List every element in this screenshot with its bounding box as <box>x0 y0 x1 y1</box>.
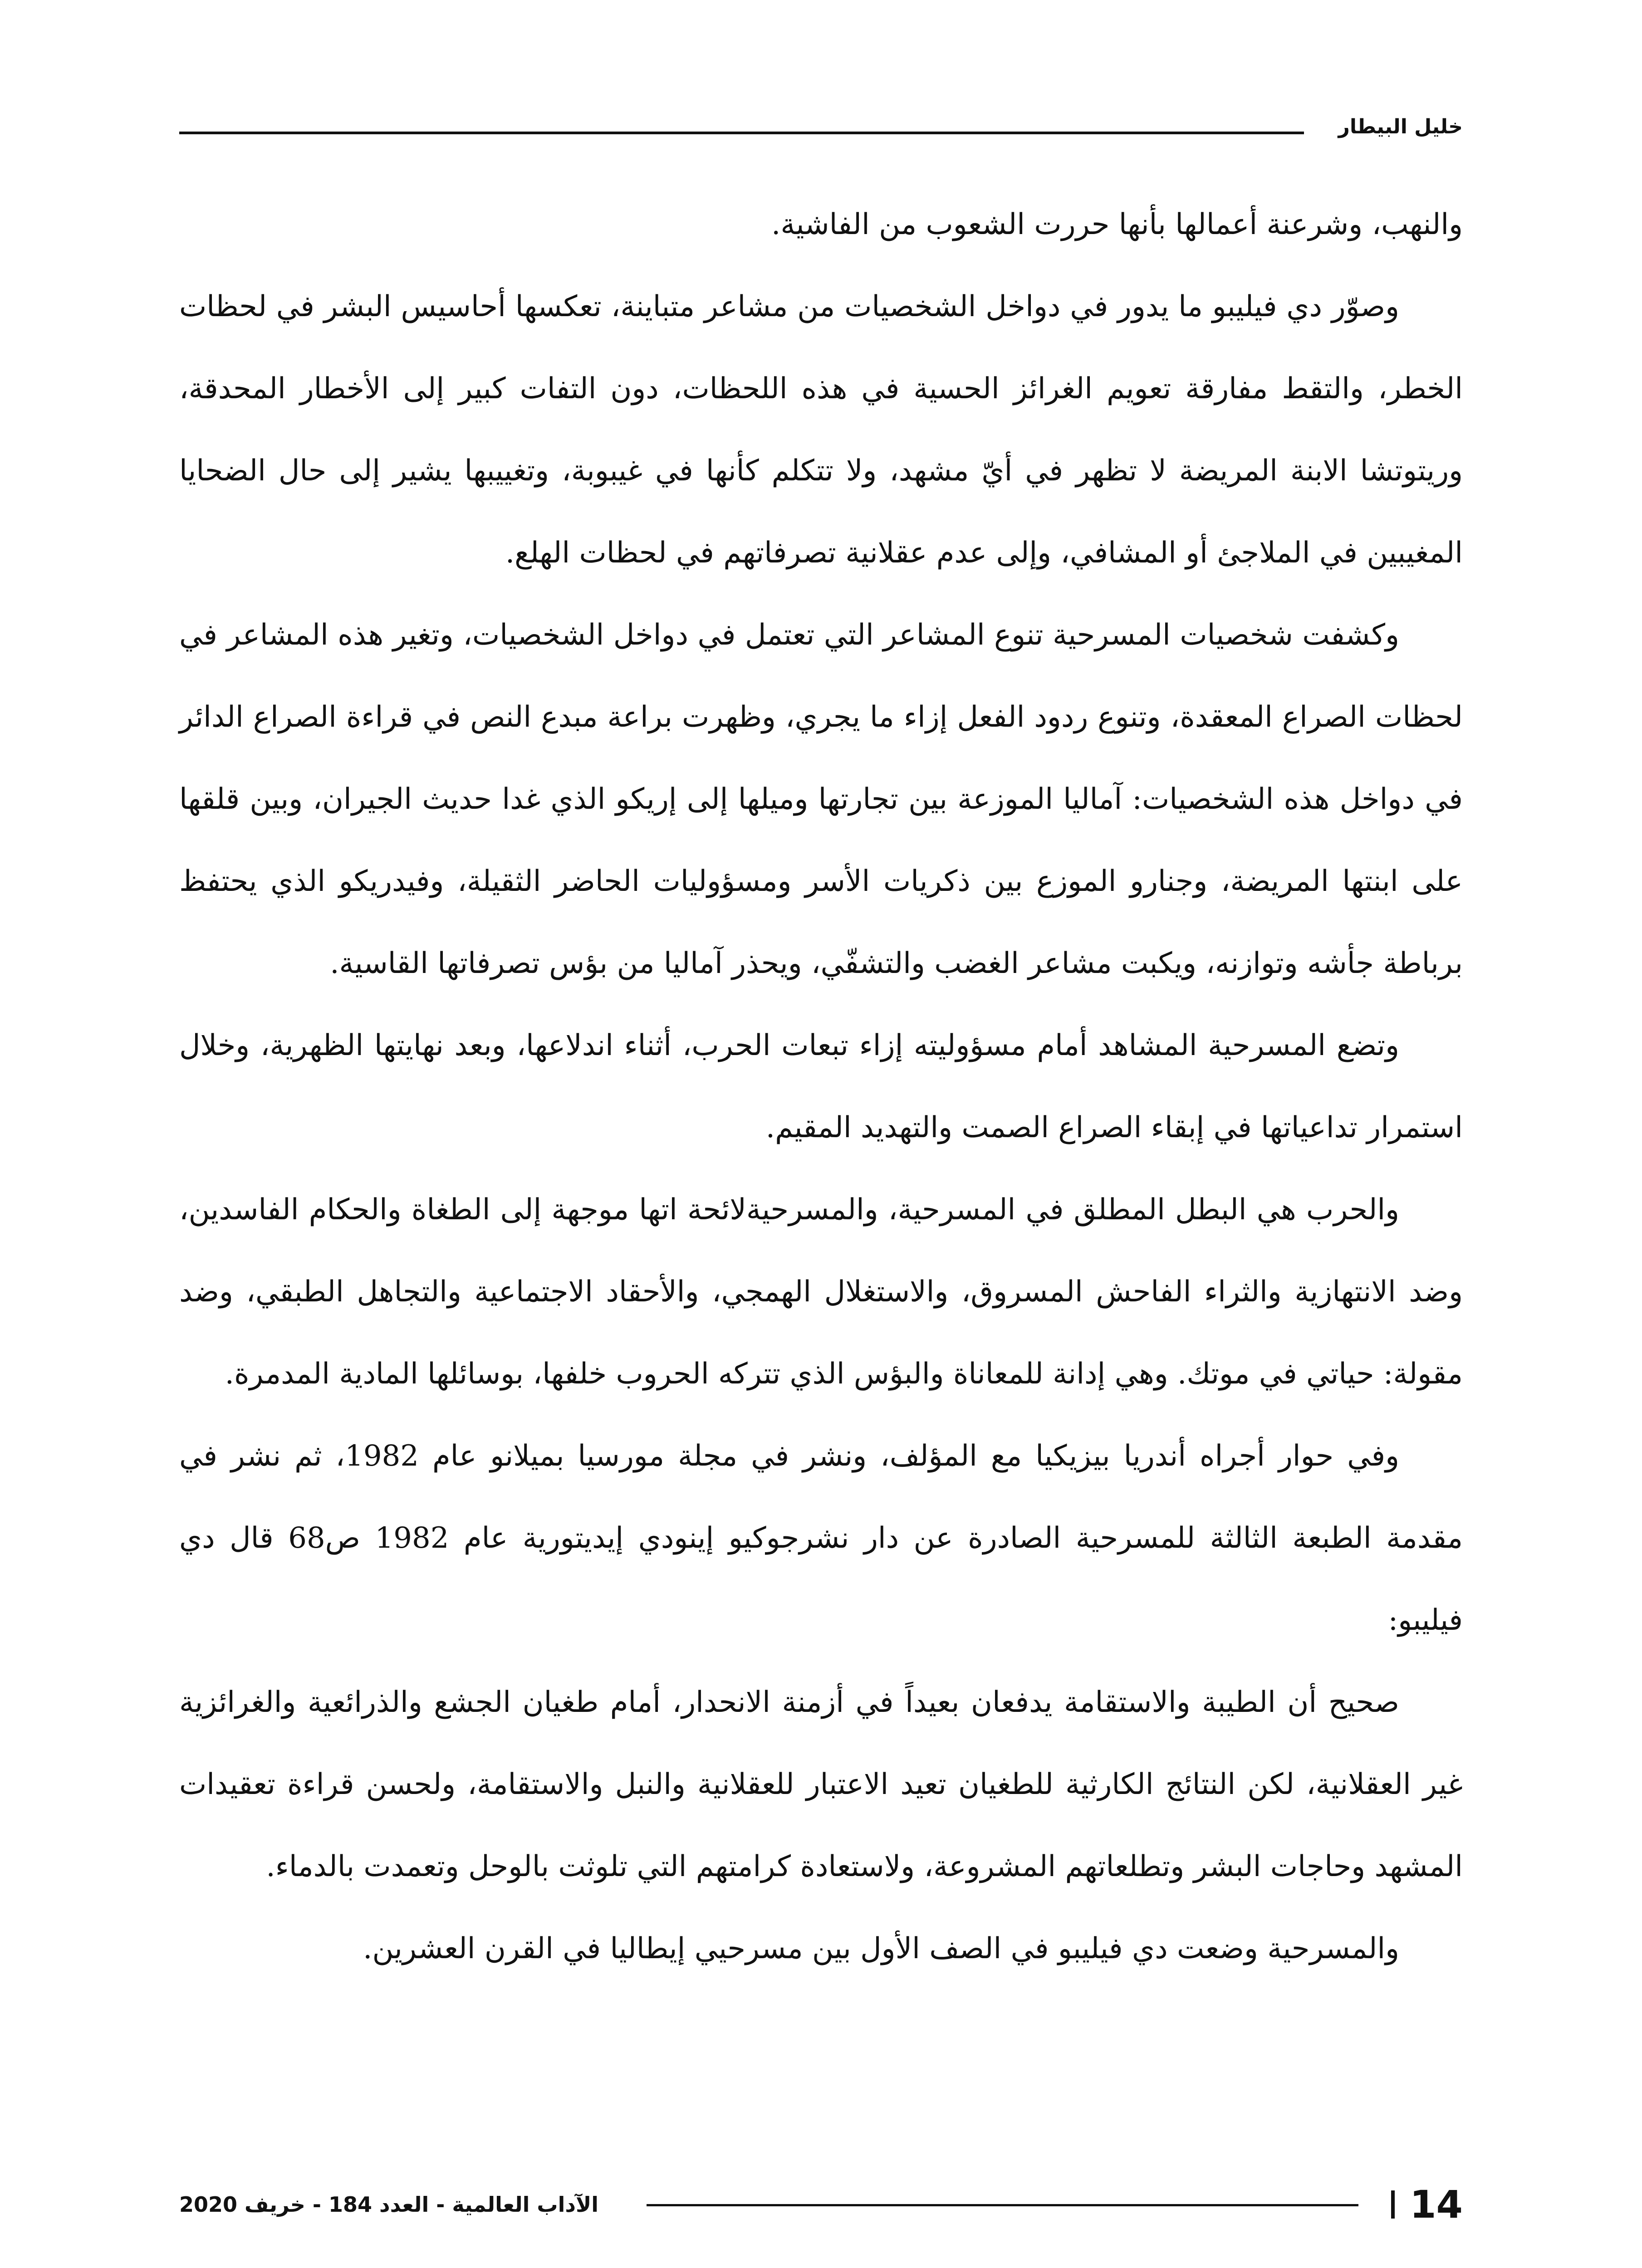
running-header <box>179 109 1463 145</box>
page-footer <box>179 2184 1463 2225</box>
paragraph: وفي حوار أجراه أندريا بيزيكيا مع المؤلف، ونشر في مجلة مورسيا بميلانو عام 1982، ثم نشر في مقدمة الطبعة الثالثة للمسرحية الصادرة عن دار نشرجوكيو إينودي إيديتورية عام 1982 ص68 قال دي فيليبو: <box>179 1439 1463 1637</box>
page-number: 14 <box>1410 2182 1463 2227</box>
paragraph: والمسرحية وضعت دي فيليبو في الصف الأول بين مسرحيي إيطاليا في القرن العشرين. <box>363 1932 1399 1965</box>
footer-rule <box>647 2204 1358 2206</box>
paragraph: وصوّر دي فيليبو ما يدور في دواخل الشخصيات من مشاعر متباينة، تعكسها أحاسيس البشر في لحظات الخطر، والتقط مفارقة تعويم الغرائز الحسية في هذه اللحظات، دون التفات كبير إلى الأخطار المحدقة، وريتوتشا الابنة المريضة لا تظهر في أيّ مشهد، ولا تتكلم كأنها في غيبوبة، وتغييبها يشير إلى حال الضحايا المغيبين في الملاجئ أو المشافي، وإلى عدم عقلانية تصرفاتهم في لحظات الهلع. <box>179 290 1463 570</box>
footer-separator <box>1391 2190 1395 2219</box>
footer-publication: الآداب العالمية - العدد 184 - خريف 2020 <box>179 2192 599 2217</box>
paragraph: وكشفت شخصيات المسرحية تنوع المشاعر التي تعتمل في دواخل الشخصيات، وتغير هذه المشاعر في لحظات الصراع المعقدة، وتنوع ردود الفعل إزاء ما يجري، وظهرت براعة مبدع النص في قراءة الصراع الدائر في دواخل هذه الشخصيات: آماليا الموزعة بين تجارتها وميلها إلى إريكو الذي غدا حديث الجيران، وبين قلقها على ابنتها المريضة، وجنارو الموزع بين ذكريات الأسر ومسؤوليات الحاضر الثقيلة، وفيدريكو الذي يحتفظ برباطة جأشه وتوازنه، ويكبت مشاعر الغضب والتشفّي، ويحذر آماليا من بؤس تصرفاتها القاسية. <box>179 618 1463 980</box>
paragraph: وتضع المسرحية المشاهد أمام مسؤوليته إزاء تبعات الحرب، أثناء اندلاعها، وبعد نهايتها الظهرية، وخلال استمرار تداعياتها في إبقاء الصراع الصمت والتهديد المقيم. <box>179 1029 1463 1144</box>
paragraph: والنهب، وشرعنة أعمالها بأنها حررت الشعوب من الفاشية. <box>771 208 1463 241</box>
paragraph: صحيح أن الطيبة والاستقامة يدفعان بعيداً في أزمنة الانحدار، أمام طغيان الجشع والذرائعية والغرائزية غير العقلانية، لكن النتائج الكارثية للطغيان تعيد الاعتبار للعقلانية والنبل والاستقامة، ولحسن قراءة تعقيدات المشهد وحاجات البشر وتطلعاتهم المشروعة، ولاستعادة كرامتهم التي تلوثت بالوحل وتعمدت بالدماء. <box>179 1686 1463 1883</box>
article-body <box>179 184 1463 1990</box>
header-rule <box>179 132 1304 134</box>
header-author: خليل البيطار <box>1338 115 1463 138</box>
paragraph: والحرب هي البطل المطلق في المسرحية، والمسرحيةلائحة اتها موجهة إلى الطغاة والحكام الفاسدين، وضد الانتهازية والثراء الفاحش المسروق، والاستغلال الهمجي، والأحقاد الاجتماعية والتجاهل الطبقي، وضد مقولة: حياتي في موتك. وهي إدانة للمعاناة والبؤس الذي تتركه الحروب خلفها، بوسائلها المادية المدمرة. <box>179 1193 1463 1391</box>
